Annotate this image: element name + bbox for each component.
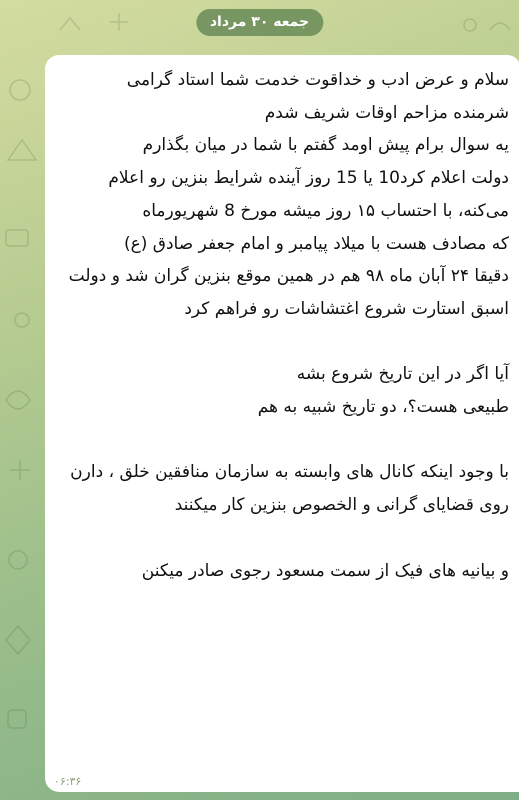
- message-blank-line: [55, 326, 509, 359]
- message-blank-line: [55, 522, 509, 555]
- message-text: [55, 64, 509, 587]
- message-paragraph: شرمنده مزاحم اوقات شریف شدم: [264, 102, 509, 123]
- message-paragraph: طبیعی هست؟، دو تاریخ شبیه به هم: [257, 397, 509, 418]
- message-bubble[interactable]: [45, 55, 519, 792]
- message-blank-line: [55, 424, 509, 457]
- message-paragraph: سلام و عرض ادب و خداقوت خدمت شما استاد گرامی: [126, 70, 509, 90]
- message-paragraph: دقیقا ۲۴ آبان ماه ۹۸ هم در همین موقع بنزین گران شد و دولت اسبق استارت شروع اغتشاشات رو فراهم کرد: [68, 266, 509, 319]
- date-label: جمعه ۳۰ مرداد: [196, 9, 323, 36]
- message-paragraph: دولت اعلام کرد10 یا 15 روز آینده شرایط بنزین رو اعلام می‌کنه، با احتساب ۱۵ روز میشه مورخ 8 شهریورماه: [108, 168, 509, 221]
- message-paragraph: یه سوال برام پیش اومد گفتم با شما در میان بگذارم: [142, 135, 509, 156]
- message-paragraph: آیا اگر در این تاریخ شروع بشه: [296, 364, 509, 385]
- message-paragraph: که مصادف هست با میلاد پیامبر و امام جعفر صادق (ع): [123, 233, 509, 254]
- message-paragraph: و بیانیه های فیک از سمت مسعود رجوی صادر میکنن: [141, 560, 509, 581]
- message-time: ۰۶:۳۶: [54, 775, 82, 788]
- message-paragraph: با وجود اینکه کانال های وابسته به سازمان منافقین خلق ، دارن روی قضایای گرانی و الخصوص بنزین کار میکنند: [70, 462, 509, 516]
